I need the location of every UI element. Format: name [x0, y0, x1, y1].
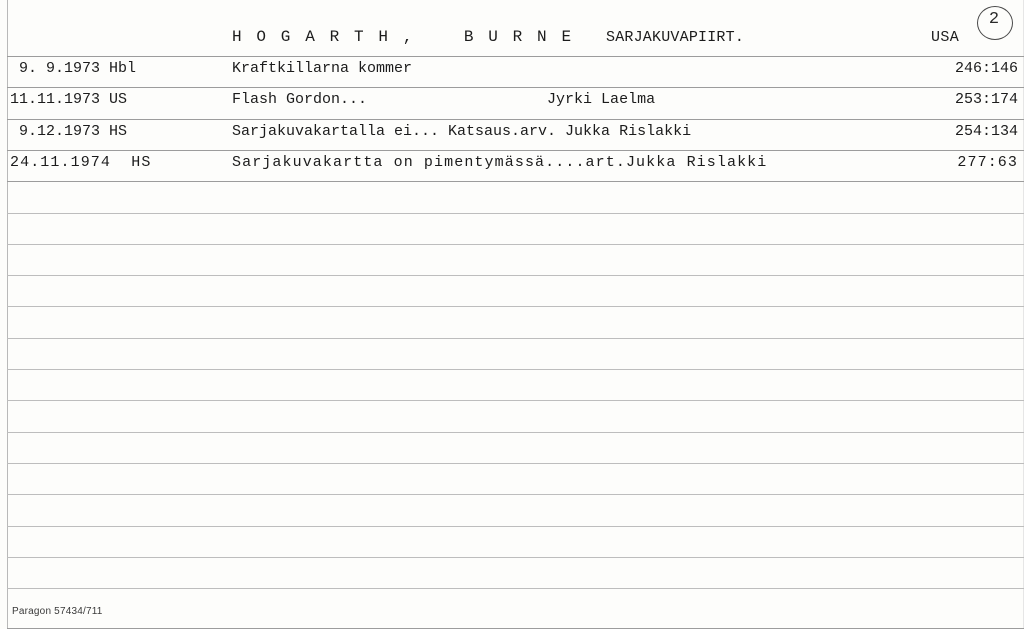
- rule-line: [7, 494, 1024, 495]
- table-row: [0, 154, 1024, 185]
- entry-title: Sarjakuvakartalla ei... Katsaus.arv. Jukka Rislakki: [232, 123, 692, 140]
- entry-reference: 246:146: [954, 60, 1018, 77]
- entry-date: 9. 9.1973 Hbl: [10, 60, 137, 77]
- entry-date: 11.11.1973 US: [10, 91, 128, 108]
- rule-line: [7, 526, 1024, 527]
- entry-date: 24.11.1974 HS: [10, 154, 152, 171]
- table-row: [0, 91, 1024, 122]
- rule-line: [7, 213, 1024, 214]
- rule-line: [7, 338, 1024, 339]
- rule-line: [7, 275, 1024, 276]
- table-row: [0, 60, 1024, 91]
- entry-title: Kraftkillarna kommer: [232, 60, 413, 77]
- rule-line: [7, 56, 1024, 57]
- page-number-value: 2: [988, 10, 1000, 29]
- rule-line: [7, 400, 1024, 401]
- entry-reference: 254:134: [954, 123, 1018, 140]
- entry-title: Sarjakuvakartta on pimentymässä....art.Jukka Rislakki: [232, 154, 768, 171]
- page-number: [977, 6, 1013, 40]
- entry-date: 9.12.1973 HS: [10, 123, 128, 140]
- rule-line: [7, 306, 1024, 307]
- table-row: [0, 123, 1024, 154]
- subject-label: SARJAKUVAPIIRT.: [606, 29, 745, 46]
- rule-line: [7, 588, 1024, 589]
- rule-line: [7, 432, 1024, 433]
- rule-line: [7, 463, 1024, 464]
- person-name: H O G A R T H , B U R N E: [232, 28, 574, 46]
- country-label: USA: [931, 29, 960, 46]
- entry-title: Flash Gordon... Jyrki Laelma: [232, 91, 656, 108]
- rule-line: [7, 557, 1024, 558]
- rule-line: [7, 244, 1024, 245]
- entry-reference: 277:63: [957, 154, 1018, 171]
- card-header: [0, 0, 1024, 56]
- rule-line: [7, 369, 1024, 370]
- entry-reference: 253:174: [954, 91, 1018, 108]
- printer-imprint: Paragon 57434/711: [12, 606, 103, 617]
